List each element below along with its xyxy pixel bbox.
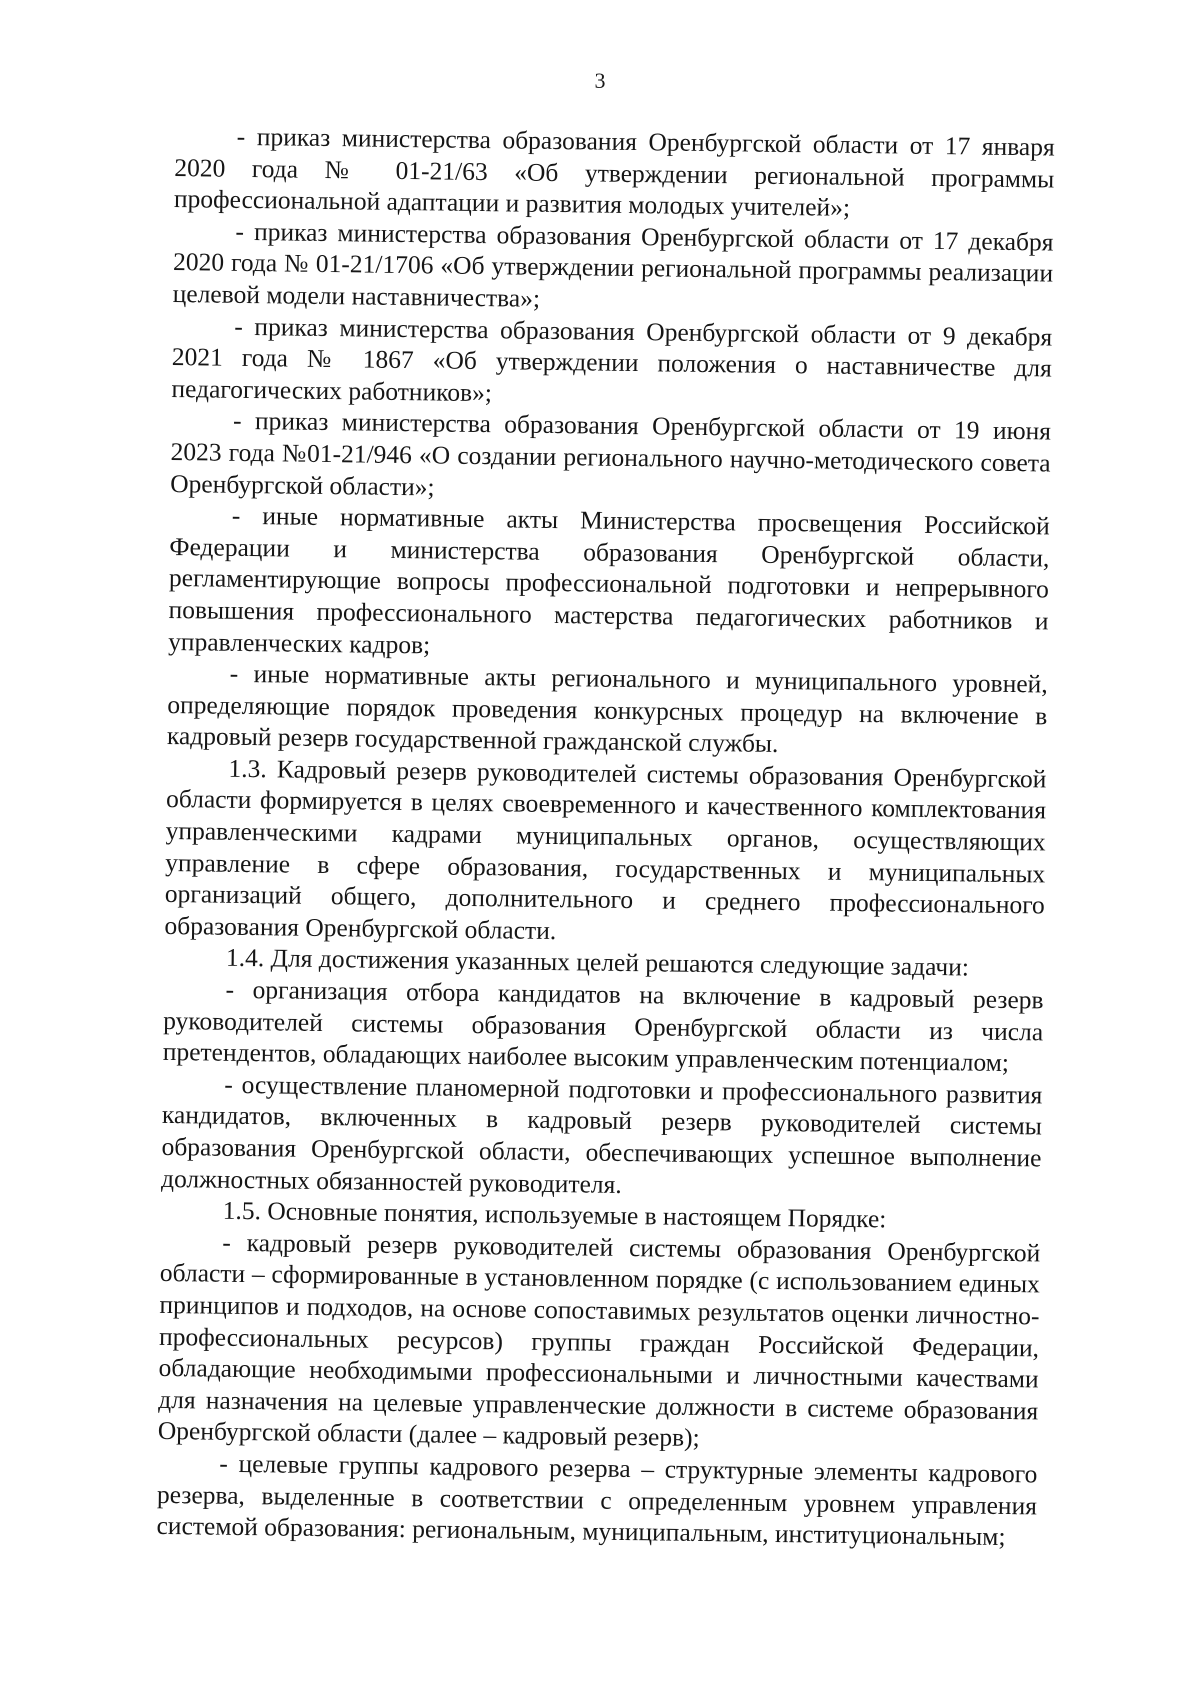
- paragraph-order-1867: - приказ министерства образования Оренбургской области от 9 декабря 2021 года № 1867 «Об утверждении положения о наставничестве для педагогических работников»;: [171, 311, 1053, 407]
- page-number: 3: [594, 68, 606, 93]
- paragraph-section-1-3: 1.3. Кадровый резерв руководителей системы образования Оренбургской области формируется в целях своевременного и качественного комплектования управленческими кадрами муниципальных органов, осуществляющих управление в сфере образования, государственных и муниципальных организаций общего, дополнительного и среднего профессионального образования Оренбургской области.: [164, 753, 1047, 945]
- paragraph-other-federal-acts: - иные нормативные акты Министерства просвещения Российской Федерации и министерства образования Оренбургской области, регламентирующие вопросы профессиональной подготовки и непрерывного повышения профессионального мастерства педагогических работников и управленческих кадров;: [167, 500, 1050, 659]
- paragraph-definition-target-groups: - целевые группы кадрового резерва – структурные элементы кадрового резерва, выделенные в соответствии с определенным уровнем управления системой образования: региональным, муниципальным, институциональным;: [156, 1448, 1038, 1552]
- paragraph-order-01-21-63: - приказ министерства образования Оренбургской области от 17 января 2020 года № 01-21/63 «Об утверждении региональной программы профессиональной адаптации и развития молодых учителей»;: [173, 121, 1055, 223]
- paragraph-task-selection: - организация отбора кандидатов на включение в кадровый резерв руководителей системы образования Оренбургской области из числа претендентов, обладающих наиболее высоким управленческим потенциалом;: [162, 974, 1044, 1078]
- paragraph-task-development: - осуществление планомерной подготовки и профессионального развития кандидатов, включенных в кадровый резерв руководителей системы образования Оренбургской области, обеспечивающих успешное выполнение должностных обязанностей руководителя.: [160, 1069, 1043, 1199]
- document-body: [156, 120, 1055, 1553]
- paragraph-definition-reserve: - кадровый резерв руководителей системы образования Оренбургской области – сформированные в установленном порядке (с использованием единых принципов и подходов, на основе сопоставимых результатов оценки личностно-профессиональных ресурсов) группы граждан Российской Федерации, обладающие необходимыми профессиональными и личностными качествами для назначения на целевые управленческие должности в системе образования Оренбургской области (далее – кадровый резерв);: [157, 1227, 1041, 1453]
- paragraph-section-1-4: 1.4. Для достижения указанных целей решаются следующие задачи:: [225, 943, 970, 982]
- paragraph-order-01-21-1706: - приказ министерства образования Оренбургской области от 17 декабря 2020 года № 01-21/1706 «Об утверждении региональной программы реализации целевой модели наставничества»;: [172, 216, 1054, 313]
- paragraph-order-01-21-946: - приказ министерства образования Оренбургской области от 19 июня 2023 года №01-21/946 «О создании регионального научно-методического совета Оренбургской области»;: [170, 406, 1052, 501]
- paragraph-other-regional-acts: - иные нормативные акты регионального и муниципального уровней, определяющие порядок проведения конкурсных процедур на включение в кадровый резерв государственной гражданской службы.: [166, 658, 1048, 759]
- paragraph-section-1-5: 1.5. Основные понятия, используемые в настоящем Порядке:: [222, 1195, 887, 1234]
